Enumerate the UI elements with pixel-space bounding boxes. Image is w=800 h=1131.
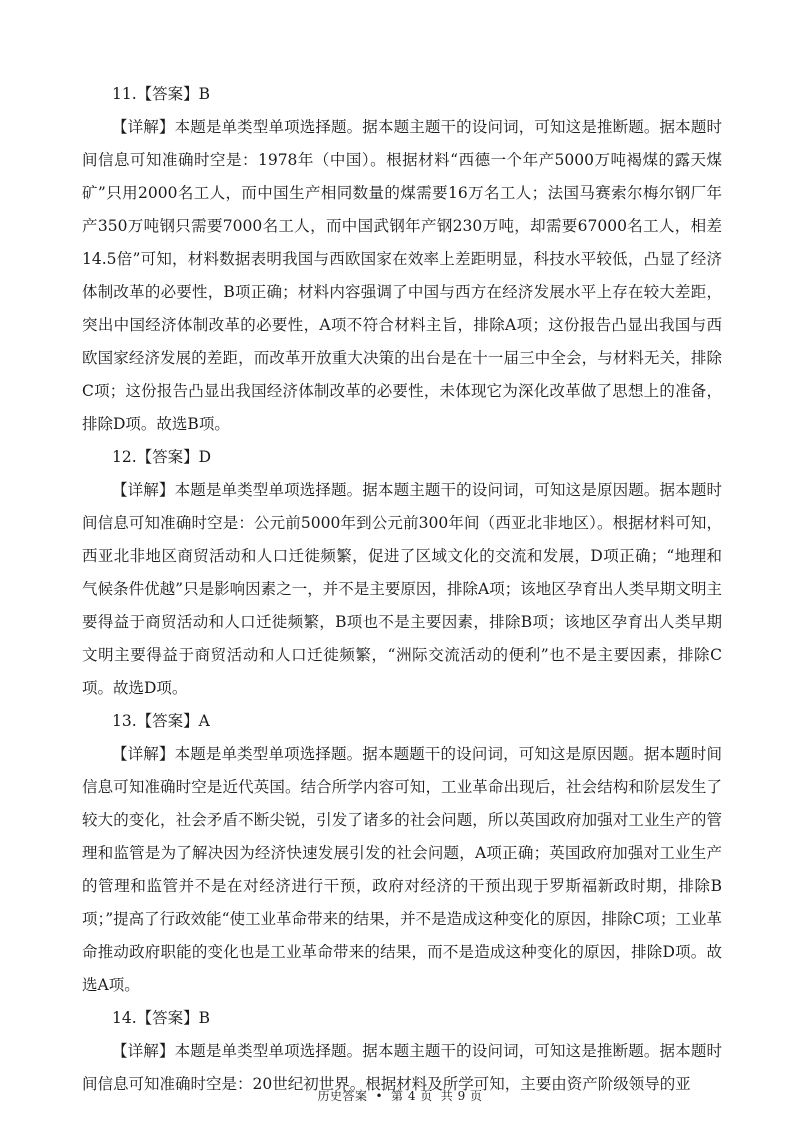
footer-bullet: • — [375, 1089, 384, 1103]
footer-page-number: 第 4 页 — [391, 1089, 433, 1103]
answer-content — [82, 78, 722, 1101]
detail-label: 【详解】 — [112, 481, 175, 499]
detail-text: 本题是单类型单项选择题。据本题主题干的设问词，可知这是推断题。据本题时间信息可知准确时空是：20世纪初世界。根据材料及所学可知，主要由资产阶级领导的亚 — [82, 1042, 722, 1093]
answer-line: 12.【答案】D — [112, 448, 212, 466]
answer-line: 13.【答案】A — [112, 712, 210, 730]
detail-label: 【详解】 — [112, 118, 175, 136]
detail-paragraph — [82, 738, 722, 1002]
page-footer — [0, 1087, 800, 1104]
detail-text: 本题是单类型单项选择题。据本题主题干的设问词，可知这是推断题。据本题时间信息可知准确时空是：1978年（中国）。根据材料“西德一个年产5000万吨褐煤的露天煤矿”只用2000名工人，而中国生产相同数量的煤需要16万名工人；法国马赛索尔梅尔钢厂年产350万吨钢只需要7000名工人，而中国武钢年产钢230万吨，却需要67000名工人，相差14.5倍”可知，材料数据表明我国与西欧国家在效率上差距明显，科技水平较低，凸显了经济体制改革的必要性，B项正确；材料内容强调了中国与西方在经济发展水平上存在较大差距，突出中国经济体制改革的必要性，A项不符合材料主旨，排除A项；这份报告凸显出我国与西欧国家经济发展的差距，而改革开放重大决策的出台是在十一届三中全会，与材料无关，排除C项；这份报告凸显出我国经济体制改革的必要性，未体现它为深化改革做了思想上的准备，排除D项。故选B项。 — [82, 118, 722, 433]
detail-label: 【详解】 — [112, 745, 175, 763]
footer-subject: 历史答案 — [317, 1089, 368, 1103]
question-11 — [82, 78, 722, 441]
answer-line: 11.【答案】B — [112, 85, 211, 103]
detail-paragraph — [82, 111, 722, 441]
question-13 — [82, 705, 722, 1002]
detail-text: 本题是单类型单项选择题。据本题主题干的设问词，可知这是原因题。据本题时间信息可知准确时空是：公元前5000年到公元前300年间（西亚北非地区）。根据材料可知，西亚北非地区商贸活动和人口迁徙频繁，促进了区域文化的交流和发展，D项正确；“地理和气候条件优越”只是影响因素之一，并不是主要原因，排除A项；该地区孕育出人类早期文明主要得益于商贸活动和人口迁徙频繁，B项也不是主要因素，排除B项；该地区孕育出人类早期文明主要得益于商贸活动和人口迁徙频繁，“洲际交流活动的便利”也不是主要因素，排除C项。故选D项。 — [82, 481, 722, 697]
detail-label: 【详解】 — [112, 1042, 175, 1060]
footer-total-pages: 共 9 页 — [440, 1089, 483, 1103]
detail-text: 本题是单类型单项选择题。据本题题干的设问词，可知这是原因题。据本题时间信息可知准确时空是近代英国。结合所学内容可知，工业革命出现后，社会结构和阶层发生了较大的变化，社会矛盾不断尖锐，引发了诸多的社会问题，所以英国政府加强对工业生产的管理和监管是为了解决因为经济快速发展引发的社会问题，A项正确；英国政府加强对工业生产的管理和监管并不是在对经济进行干预，政府对经济的干预出现于罗斯福新政时期，排除B项；”提高了行政效能“使工业革命带来的结果，并不是造成这种变化的原因，排除C项；工业革命推动政府职能的变化也是工业革命带来的结果，而不是造成这种变化的原因，排除D项。故选A项。 — [82, 745, 722, 994]
answer-line: 14.【答案】B — [112, 1009, 211, 1027]
detail-paragraph — [82, 474, 722, 705]
question-12 — [82, 441, 722, 705]
